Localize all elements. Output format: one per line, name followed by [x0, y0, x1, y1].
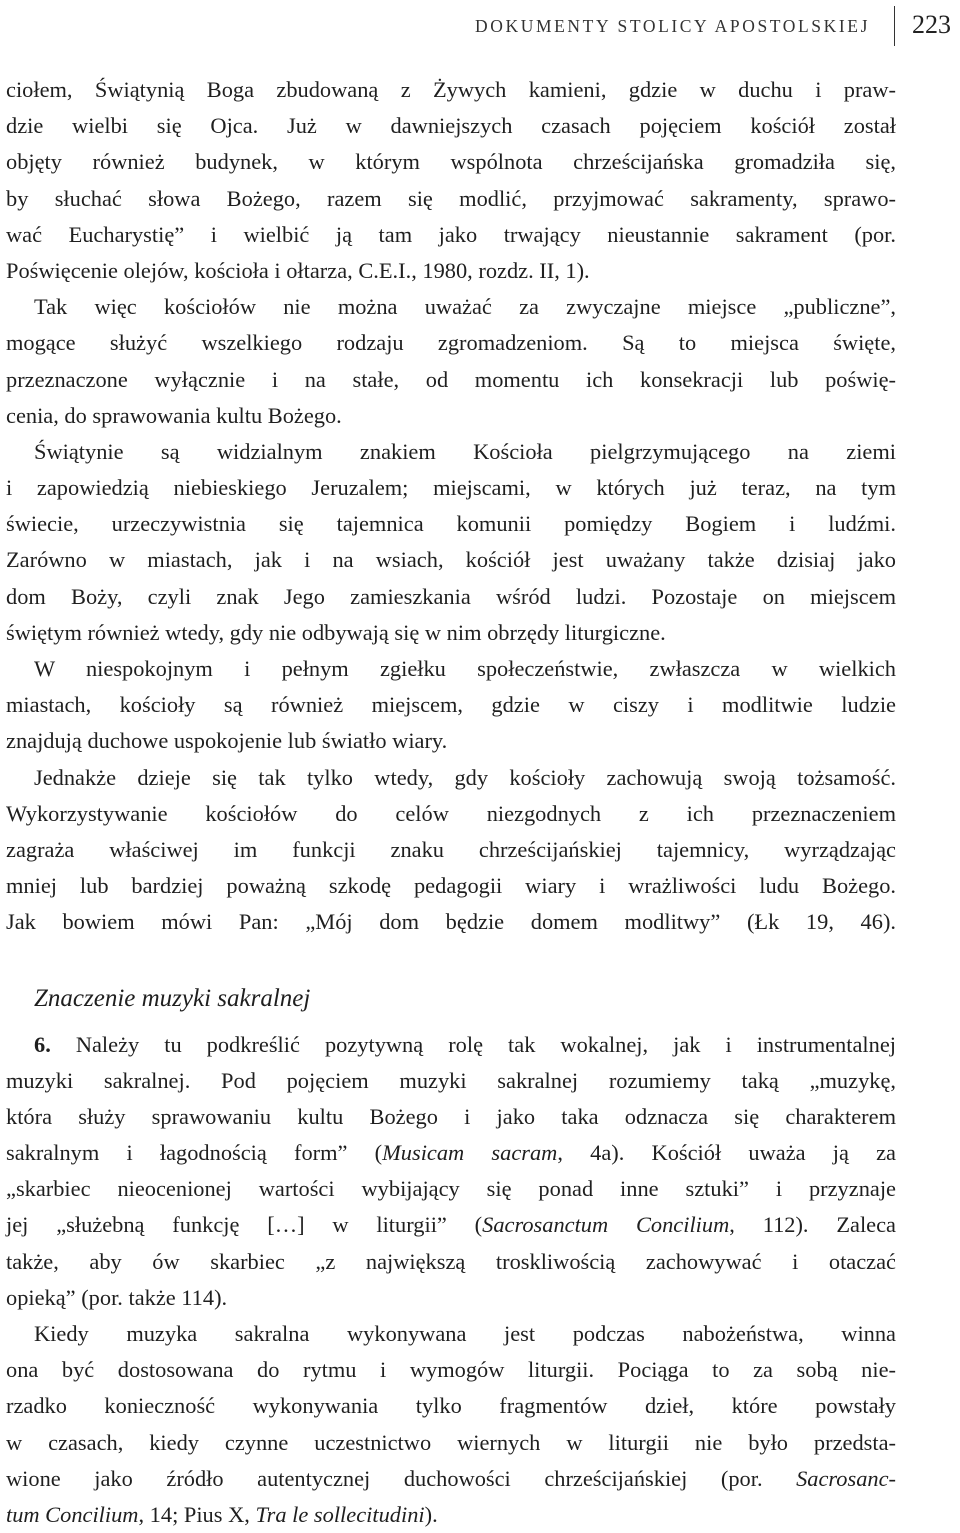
section-number: 6.	[34, 1031, 51, 1057]
text-line: miastach, kościoły są również miejscem, gdzie w ciszy i modlitwie ludzie	[6, 692, 896, 718]
text-line: muzyki sakralnej. Pod pojęciem muzyki sakralnej rozumiemy taką „muzykę,	[6, 1067, 896, 1093]
text-span: sakralnym i łagodnością form” (	[6, 1140, 383, 1166]
text-line: dzie wielbi się Ojca. Już w dawniejszych czasach pojęciem kościół został	[6, 113, 896, 139]
text-line: ciołem, Świątynią Boga zbudowaną z Żywych kamieni, gdzie w duchu i praw-	[6, 77, 896, 102]
text-line: Wykorzystywanie kościołów do celów niezgodnych z ich przeznaczeniem	[6, 800, 896, 826]
text-line: mogące służyć wszelkiego rodzaju zgromadzeniom. Są to miejsca święte,	[6, 330, 896, 356]
body-text	[6, 72, 896, 1533]
running-head	[0, 6, 960, 46]
text-span: , 14; Pius X,	[138, 1501, 256, 1527]
text-line: dom Boży, czyli znak Jego zamieszkania wśród ludzi. Pozostaje on miejscem	[6, 583, 896, 609]
section-heading: Znaczenie muzyki sakralnej	[34, 984, 311, 1012]
text-line: Kiedy muzyka sakralna wykonywana jest podczas nabożeństwa, winna	[34, 1321, 896, 1346]
text-line	[6, 1135, 896, 1171]
text-line: Jak bowiem mówi Pan: „Mój dom będzie domem modlitwy” (Łk 19, 46).	[6, 909, 896, 935]
text-line	[6, 1461, 896, 1497]
citation-title: Sacrosanc-	[796, 1465, 896, 1491]
text-line: opieką” (por. także 114).	[6, 1284, 228, 1310]
text-span: ).	[424, 1501, 438, 1527]
text-span: , 112). Zaleca	[729, 1212, 896, 1238]
text-line: świętym również wtedy, gdy nie odbywają się w nim obrzędy liturgiczne.	[6, 619, 666, 645]
text-line: która służy sprawowaniu kultu Bożego i jako taka odznacza się charakterem	[6, 1103, 896, 1129]
text-span: , 4a). Kościół uważa ją za	[557, 1140, 896, 1166]
section-gap	[6, 941, 896, 979]
text-line: przeznaczone wyłącznie i na stałe, od momentu ich konsekracji lub poświę-	[6, 366, 896, 392]
citation-title: Sacrosanctum Concilium	[482, 1212, 730, 1238]
text-line: Poświęcenie olejów, kościoła i ołtarza, C.E.I., 1980, rozdz. II, 1).	[6, 257, 590, 283]
citation-title: tum Concilium	[6, 1501, 139, 1527]
text-line: w czasach, kiedy czynne uczestnictwo wiernych w liturgii nie było przedsta-	[6, 1429, 896, 1455]
text-line	[6, 1497, 896, 1533]
text-line: „skarbiec nieocenionej wartości wybijający się ponad inne sztuki” i przyznaje	[6, 1176, 896, 1202]
text-line	[6, 1027, 896, 1063]
citation-title: Musicam sacram	[382, 1140, 558, 1166]
text-span: Należy tu podkreślić pozytywną rolę tak wokalnej, jak i instrumentalnej	[50, 1031, 896, 1057]
text-line: by słuchać słowa Bożego, razem się modlić, przyjmować sakramenty, sprawo-	[6, 185, 896, 211]
running-head-title: DOKUMENTY STOLICY APOSTOLSKIEJ	[475, 16, 870, 36]
text-line: wać Eucharystię” i wielbić ją tam jako trwający nieustannie sakrament (por.	[6, 221, 896, 247]
text-line: świecie, urzeczywistnia się tajemnica komunii pomiędzy Bogiem i ludźmi.	[6, 511, 896, 537]
text-line: rzadko konieczność wykonywania tylko fragmentów dzieł, które powstały	[6, 1393, 896, 1419]
text-line: mniej lub bardziej poważną szkodę pedagogii wiary i wrażliwości ludu Bożego.	[6, 873, 896, 899]
text-line	[6, 1207, 896, 1243]
text-line: objęty również budynek, w którym wspólnota chrześcijańska gromadziła się,	[6, 149, 896, 175]
text-line: Jednakże dzieje się tak tylko wtedy, gdy kościoły zachowują swoją tożsamość.	[34, 764, 896, 790]
running-head-divider	[894, 6, 895, 46]
text-line: Tak więc kościołów nie można uważać za zwyczajne miejsce „publiczne”,	[34, 294, 896, 320]
citation-title: Tra le sollecitudini	[255, 1501, 425, 1527]
text-line: Świątynie są widzialnym znakiem Kościoła pielgrzymującego na ziemi	[34, 438, 896, 464]
text-span: jej „służebną funkcję […] w liturgii” (	[6, 1212, 483, 1238]
page-number: 223	[912, 10, 951, 39]
text-line: także, aby ów skarbiec „z największą troskliwością zachowywać i otaczać	[6, 1248, 896, 1274]
text-line: ona być dostosowana do rytmu i wymogów liturgii. Pociąga to za sobą nie-	[6, 1357, 896, 1383]
text-span: wione jako źródło autentycznej duchowości chrześcijańskiej (por.	[6, 1465, 797, 1491]
text-line: zagraża właściwej im funkcji znaku chrześcijańskiej tajemnicy, wyrządzając	[6, 836, 896, 862]
text-line: Zarówno w miastach, jak i na wsiach, kościół jest uważany także dzisiaj jako	[6, 547, 896, 573]
text-line: cenia, do sprawowania kultu Bożego.	[6, 402, 342, 428]
text-line: W niespokojnym i pełnym zgiełku społeczeństwie, zwłaszcza w wielkich	[34, 656, 896, 681]
text-line: i zapowiedzią niebieskiego Jeruzalem; miejscami, w których już teraz, na tym	[6, 475, 896, 501]
text-line: znajdują duchowe uspokojenie lub światło wiary.	[6, 728, 448, 754]
